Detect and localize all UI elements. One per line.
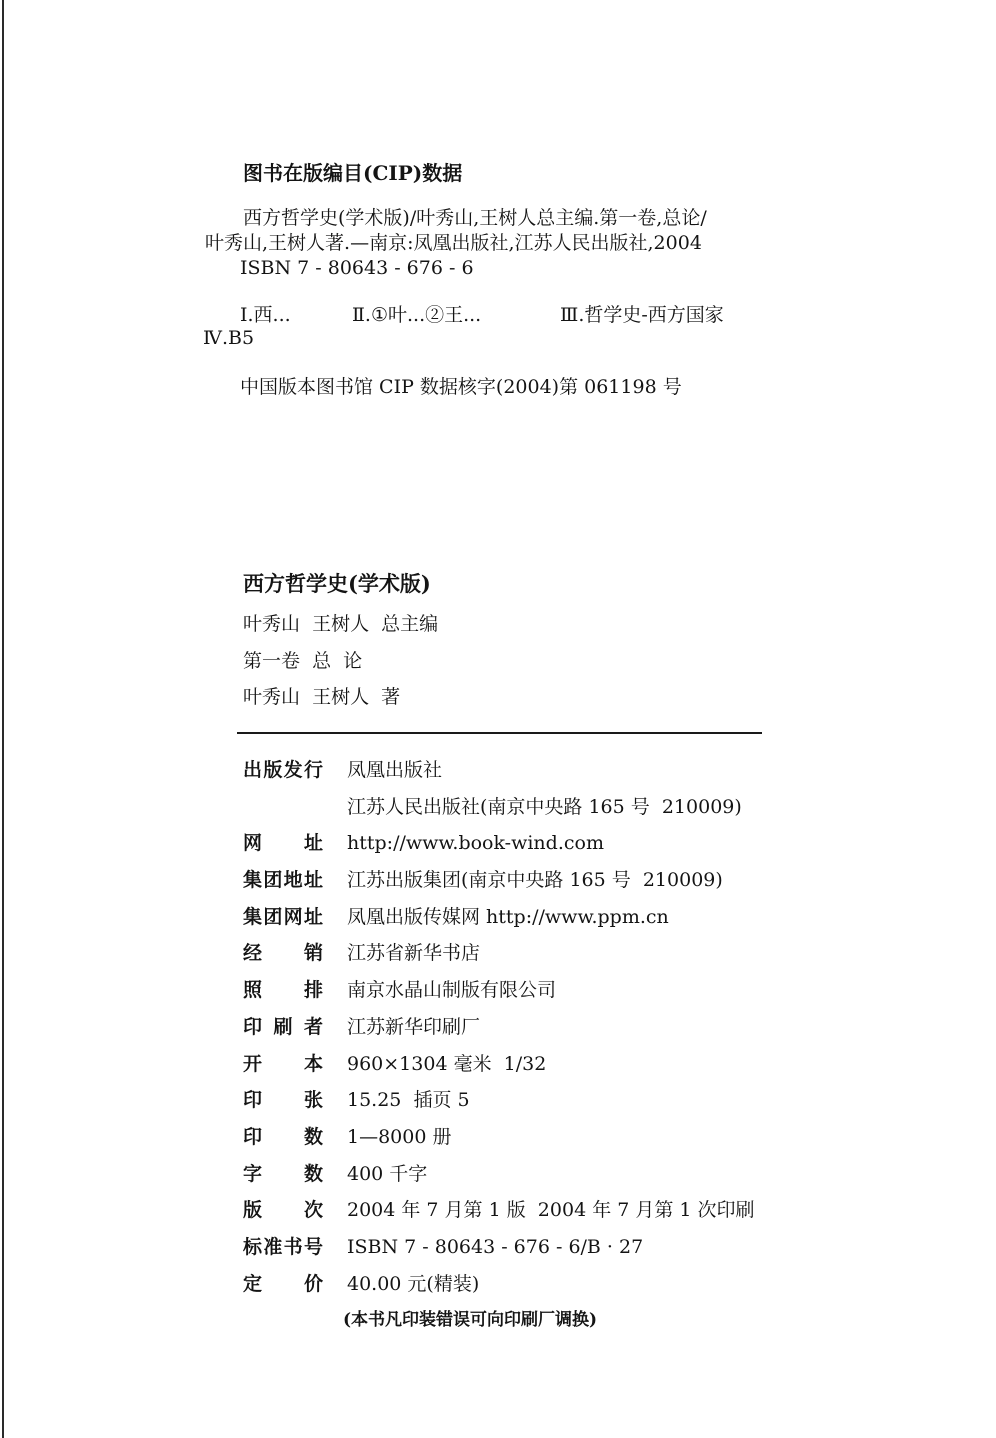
imprint-row-group-address	[243, 862, 803, 899]
book-authors: 叶秀山 王树人 著	[243, 686, 401, 708]
imprint-row-isbn	[243, 1229, 803, 1266]
cip-record-line-1: 西方哲学史(学术版)/叶秀山,王树人总主编.第一卷,总论/	[243, 207, 707, 229]
replacement-note: (本书凡印装错误可向印刷厂调换)	[343, 1310, 598, 1330]
imprint-value: 960×1304 毫米 1/32	[347, 1052, 547, 1075]
imprint-value: 凤凰出版社	[347, 759, 443, 781]
imprint-label: 网 址	[243, 832, 323, 855]
book-editors: 叶秀山 王树人 总主编	[243, 613, 439, 635]
cip-record-number: 中国版本图书馆 CIP 数据核字(2004)第 061198 号	[240, 376, 682, 398]
imprint-table	[243, 752, 803, 1302]
imprint-value: 15.25 插页 5	[347, 1089, 470, 1112]
cip-heading: 图书在版编目(CIP)数据	[243, 161, 463, 185]
imprint-row-publisher	[243, 752, 803, 789]
imprint-row-website	[243, 825, 803, 862]
divider-rule	[237, 732, 762, 734]
imprint-value: ISBN 7 - 80643 - 676 - 6/B · 27	[347, 1235, 644, 1258]
imprint-label: 字 数	[243, 1162, 323, 1185]
imprint-value: 江苏人民出版社(南京中央路 165 号 210009)	[347, 795, 742, 818]
imprint-row-printer	[243, 1009, 803, 1046]
imprint-row-word-count	[243, 1156, 803, 1193]
imprint-value: 2004 年 7 月第 1 版 2004 年 7 月第 1 次印刷	[347, 1199, 755, 1222]
imprint-label: 开 本	[243, 1052, 323, 1075]
imprint-row-group-website	[243, 899, 803, 936]
book-volume: 第一卷 总 论	[243, 650, 363, 672]
book-title: 西方哲学史(学术版)	[243, 571, 431, 596]
imprint-label: 标准书号	[243, 1235, 323, 1258]
cip-isbn: ISBN 7 - 80643 - 676 - 6	[240, 257, 474, 279]
imprint-row-print-run	[243, 1119, 803, 1156]
cip-classification-1: Ⅰ.西...	[240, 304, 291, 326]
imprint-row-sheets	[243, 1082, 803, 1119]
imprint-value: 40.00 元(精装)	[347, 1272, 480, 1295]
imprint-value: 江苏省新华书店	[347, 942, 481, 965]
imprint-value: http://www.book-wind.com	[347, 832, 604, 855]
imprint-label: 印 数	[243, 1125, 323, 1148]
imprint-label: 出版发行	[243, 759, 323, 781]
imprint-value: 凤凰出版传媒网 http://www.ppm.cn	[347, 905, 669, 928]
imprint-row-edition	[243, 1192, 803, 1229]
imprint-row-typesetting	[243, 972, 803, 1009]
imprint-label: 印 刷 者	[243, 1015, 323, 1038]
imprint-label: 集团网址	[243, 905, 323, 928]
imprint-value: 400 千字	[347, 1162, 428, 1185]
imprint-label	[243, 789, 323, 826]
imprint-row-copublisher	[243, 789, 803, 826]
imprint-label: 经 销	[243, 942, 323, 965]
imprint-row-price	[243, 1266, 803, 1303]
imprint-row-distributor	[243, 935, 803, 972]
cip-record-line-2: 叶秀山,王树人著.—南京:凤凰出版社,江苏人民出版社,2004	[205, 232, 702, 254]
imprint-value: 1—8000 册	[347, 1125, 452, 1148]
imprint-value: 南京水晶山制版有限公司	[347, 979, 557, 1002]
imprint-label: 版 次	[243, 1199, 323, 1222]
imprint-label: 集团地址	[243, 869, 323, 892]
imprint-value: 江苏新华印刷厂	[347, 1015, 481, 1038]
cip-classification-3: Ⅲ.哲学史-西方国家	[560, 304, 724, 326]
imprint-label: 印 张	[243, 1089, 323, 1112]
cip-classification-code: Ⅳ.B5	[203, 327, 255, 349]
imprint-row-format	[243, 1046, 803, 1083]
cip-classification-2: Ⅱ.①叶...②王...	[352, 304, 482, 326]
imprint-label: 定 价	[243, 1272, 323, 1295]
imprint-label: 照 排	[243, 979, 323, 1002]
imprint-value: 江苏出版集团(南京中央路 165 号 210009)	[347, 869, 723, 892]
scan-edge-line	[2, 0, 4, 1438]
